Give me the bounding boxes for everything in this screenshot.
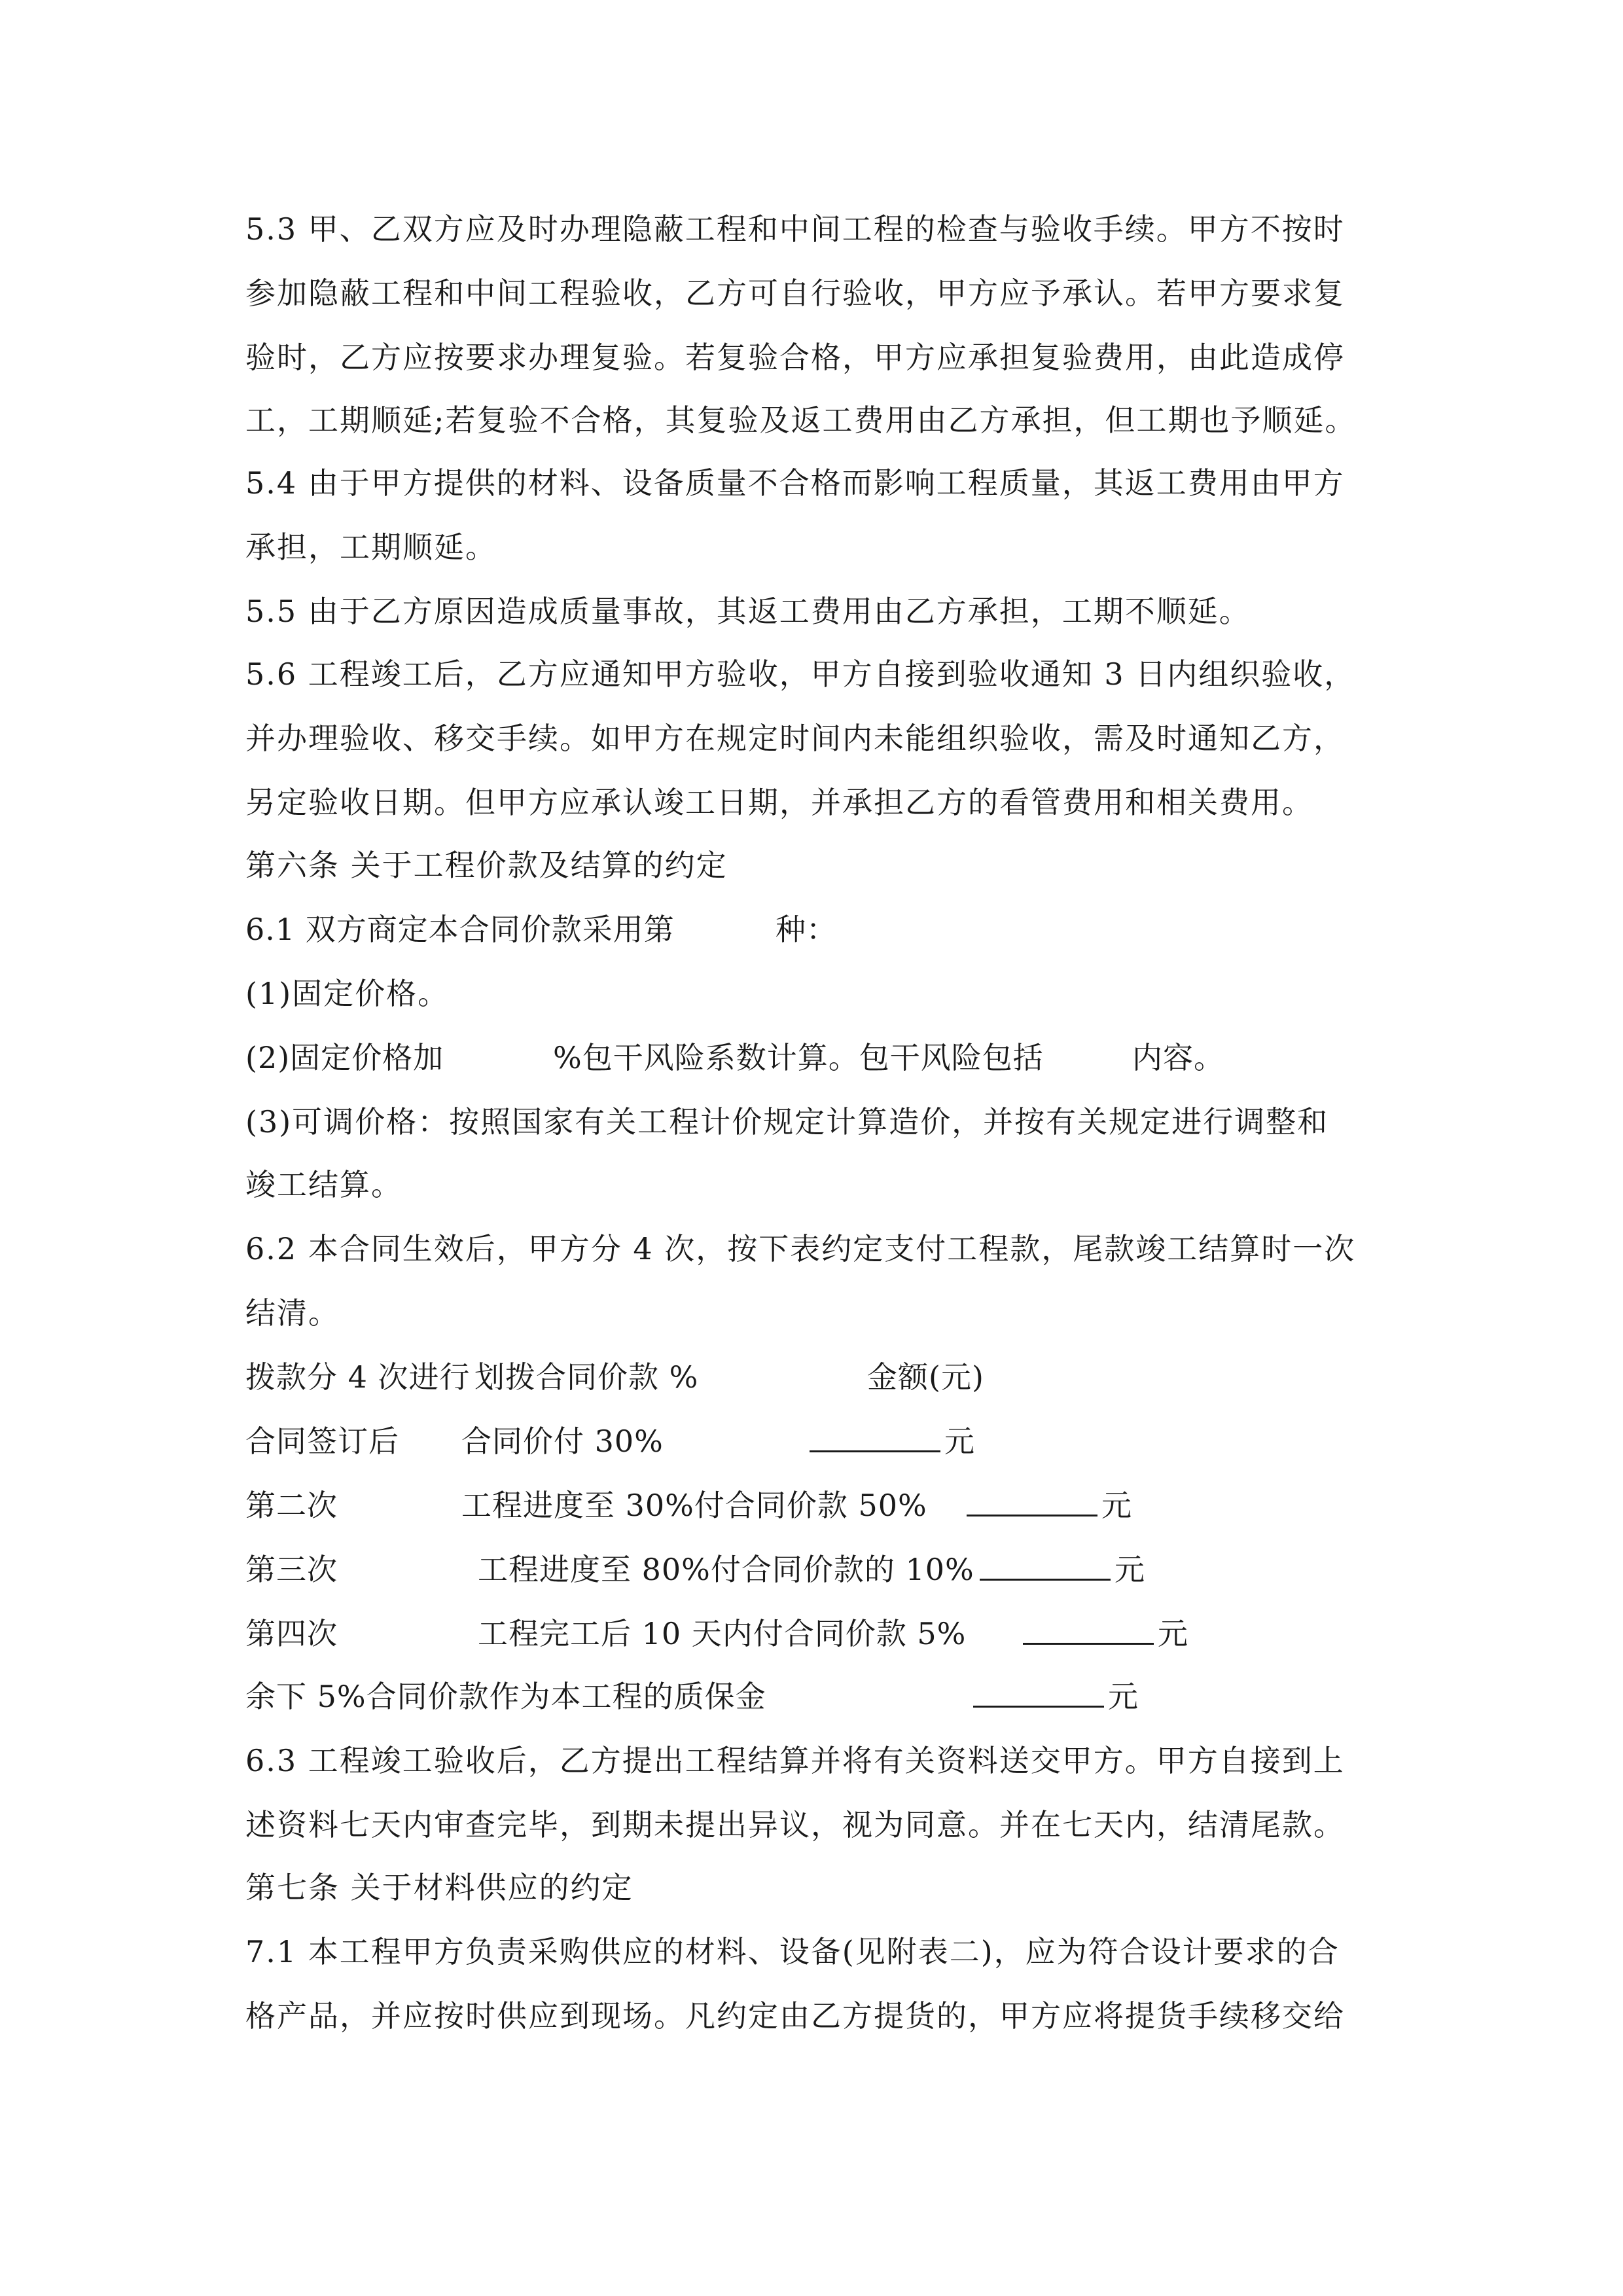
clause-6-1-text: 6.1 双方商定本合同价款采用第 [245,912,675,947]
option-2-text-b: %包干风险系数计算。包干风险包括 [553,1040,1044,1075]
amount-unit: 元 [1101,1488,1132,1523]
header-percent: 划拨合同价款 % [474,1359,699,1395]
retention-row [245,1677,1423,1716]
clause-7-1-line-2: 格产品，并应按时供应到现场。凡约定由乙方提货的，甲方应将提货手续移交给 [245,1998,1345,2034]
clause-5-3-line-3: 验时，乙方应按要求办理复验。若复验合格，甲方应承担复验费用，由此造成停 [245,340,1345,375]
payment-stage: 第三次 [245,1552,338,1587]
clause-5-4-line-1: 5.4 由于甲方提供的材料、设备质量不合格而影响工程质量，其返工费用由甲方 [245,465,1345,501]
payment-terms: 工程进度至 80%付合同价款的 10% [478,1552,974,1587]
clause-5-6-line-3: 另定验收日期。但甲方应承认竣工日期，并承担乙方的看管费用和相关费用。 [245,785,1313,820]
option-2 [245,1038,1423,1077]
article-6-title: 第六条 关于工程价款及结算的约定 [245,848,728,883]
clause-6-3-line-1: 6.3 工程竣工验收后，乙方提出工程结算并将有关资料送交甲方。甲方自接到上 [245,1743,1345,1778]
amount-unit: 元 [1108,1679,1139,1714]
option-3-line-2: 竣工结算。 [245,1167,402,1202]
clause-6-3-line-2: 述资料七天内审查完毕，到期未提出异议，视为同意。并在七天内，结清尾款。 [245,1807,1345,1842]
clause-6-2-line-1: 6.2 本合同生效后，甲方分 4 次，按下表约定支付工程款，尾款竣工结算时一次 [245,1231,1356,1266]
amount-unit: 元 [944,1424,975,1459]
payment-row [245,1550,1423,1589]
option-2-text-a: (2)固定价格加 [245,1040,444,1075]
clause-6-1 [245,910,1423,949]
payment-table-header [245,1357,1423,1397]
amount-field[interactable] [967,1486,1132,1525]
payment-row [245,1614,1423,1653]
clause-5-6-line-1: 5.6 工程竣工后，乙方应通知甲方验收，甲方自接到验收通知 3 日内组织验收， [245,656,1356,692]
payment-stage: 第二次 [245,1488,338,1523]
option-1: (1)固定价格。 [245,976,450,1011]
retention-text: 余下 5%合同价款作为本工程的质保金 [245,1679,766,1714]
payment-terms: 合同价付 30% [461,1424,664,1459]
payment-row [245,1422,1423,1461]
amount-field[interactable] [980,1550,1145,1589]
clause-5-4-line-2: 承担，工期顺延。 [245,529,497,565]
payment-terms: 工程完工后 10 天内付合同价款 5% [478,1616,967,1651]
clause-5-3-line-4: 工，工期顺延;若复验不合格，其复验及返工费用由乙方承担，但工期也予顺延。 [245,403,1357,438]
amount-field[interactable] [810,1422,975,1461]
amount-blank [980,1550,1111,1581]
clause-5-3-line-2: 参加隐蔽工程和中间工程验收，乙方可自行验收，甲方应予承认。若甲方要求复 [245,276,1345,311]
clause-7-1-line-1: 7.1 本工程甲方负责采购供应的材料、设备(见附表二)，应为符合设计要求的合 [245,1934,1340,1969]
payment-terms: 工程进度至 30%付合同价款 50% [461,1488,927,1523]
clause-6-2-line-2: 结清。 [245,1295,340,1331]
amount-unit: 元 [1115,1552,1145,1587]
header-amount: 金额(元) [867,1359,984,1395]
option-3-line-1: (3)可调价格：按照国家有关工程计价规定计算造价，并按有关规定进行调整和 [245,1104,1329,1139]
amount-blank [810,1422,940,1452]
amount-blank [1023,1614,1154,1645]
payment-stage: 合同签订后 [245,1424,399,1459]
amount-blank [967,1486,1097,1516]
header-installments: 拨款分 4 次进行 [245,1359,471,1395]
option-2-text-c: 内容。 [1132,1040,1224,1075]
payment-stage: 第四次 [245,1616,338,1651]
amount-field[interactable] [973,1677,1139,1716]
amount-blank [973,1677,1104,1708]
clause-5-3-line-1: 5.3 甲、乙双方应及时办理隐蔽工程和中间工程的检查与验收手续。甲方不按时 [245,211,1345,247]
amount-field[interactable] [1023,1614,1188,1653]
article-7-title: 第七条 关于材料供应的约定 [245,1870,633,1905]
clause-6-1-suffix: 种： [776,912,837,947]
payment-row [245,1486,1423,1525]
amount-unit: 元 [1158,1616,1188,1651]
clause-5-6-line-2: 并办理验收、移交手续。如甲方在规定时间内未能组织验收，需及时通知乙方， [245,721,1345,756]
clause-5-5-line-1: 5.5 由于乙方原因造成质量事故，其返工费用由乙方承担，工期不顺延。 [245,594,1251,629]
